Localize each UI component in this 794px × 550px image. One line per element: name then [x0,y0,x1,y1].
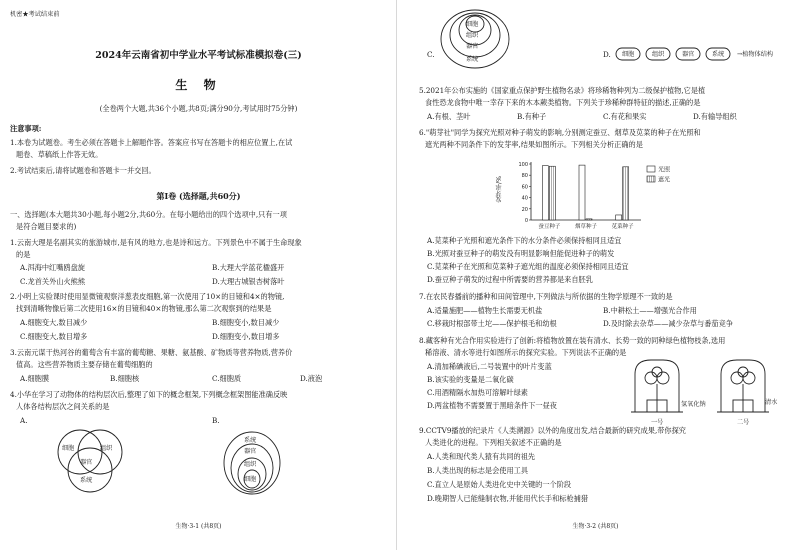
q6-option-d: D.蚕豆种子萌发的过程中所需要的营养都是来自胚乳 [427,275,593,284]
q8-option-b: B.该实验的变量是二氧化碳 [427,375,514,384]
legend-swatch-dark [647,176,655,182]
right-page [397,0,794,550]
subject-title: 生 物 [175,78,222,92]
ring-label-1: 细胞 [466,21,479,28]
q2-option-d: D.细胞变小,数目增多 [212,332,280,341]
ring-label-4: 系统 [466,56,479,63]
q5-option-b: B.有种子 [517,112,547,121]
q7-option-c: C.移栽时根部带土坨——保护根毛和幼根 [427,319,557,328]
footer-left: 生物·3-1 (共8页) [175,523,222,530]
q5-option-a: A.有根、茎叶 [427,112,471,121]
q9-option-a: A.人类和现代类人猿有共同的祖先 [427,452,536,461]
q8-stem-b: 稀溶液、清水等进行如图所示的探究实验。下列说法不正确的是 [425,348,627,357]
q9-option-d: D.晚期智人已能缝制衣物,并能用代长手和标枪捕猎 [427,494,589,503]
q3-stem-b: 值高。这些营养物质主要存储在葡萄细胞的 [16,360,153,369]
q6-stem-a: 6."萌芽社"同学为探究光照对种子萌发的影响,分别测定蚕豆、烟草及苋菜的种子在光照和 [419,128,701,137]
q8-stem-a: 8.藏客种有光合作用实验进行了创新:将植物放置在装有清水、长势一致的同种绿色植物枝条,选用 [419,336,726,345]
bar-light [542,166,548,220]
q1-option-a: A.洱海中红嘴鸥盘旋 [20,263,85,272]
bar-light [616,215,622,220]
footer-right: 生物·3-2 (共8页) [572,523,619,530]
q3-stem-a: 3.云南元谋干热河谷的葡萄含有丰富的葡萄糖、果糖、氨基酸、矿物质等营养物质,营养价 [10,348,293,357]
q6-stem-b: 遮光两种不同条件下的发芽率,结果如图所示。下列相关分析正确的是 [425,140,643,149]
chain-label-2: 组织 [652,51,665,58]
legend-swatch-light [647,166,655,172]
venn-a-label-3: 器官 [80,459,93,466]
chart-ylabel: 发芽率/% [496,176,503,203]
y-tick-label: 40 [521,195,528,202]
q2-stem-b: 找到清晰物像后第二次使用16×的目镜和40×的物镜,那么第二次观察到的结果是 [16,304,272,313]
bar-light [579,165,585,220]
q8-option-c: C.用酒精隔水加热可溶解叶绿素 [427,388,528,397]
q4-option-c: C. [427,50,435,59]
exp-note-1: 氢氧化钠 [681,401,706,408]
q9-stem-a: 9.CCTV9播放的纪录片《人类溯源》以外的角度出发,结合最新的研究成果,带你探究 [419,426,686,435]
q1-option-c: C.龙首关外山火熊熊 [20,277,86,286]
venn-b-label-1: 系统 [244,437,257,444]
x-tick-label: 苋菜种子 [611,224,634,230]
chain-label-4: 系统 [712,51,725,58]
q5-option-d: D.有输导组织 [693,112,737,121]
q3-option-a: A.细胞膜 [20,374,50,383]
q4-option-b: B. [212,416,220,425]
q3-option-c: C.细胞质 [212,374,242,383]
q6-option-c: C.苋菜种子在光照和苋菜种子遮光组的温度必须保持相同且适宜 [427,262,629,271]
venn-a-label-1: 细胞 [62,445,75,452]
q7-stem: 7.在农民春播前的播种和田间管理中,下列做法与所依据的生物学原理不一致的是 [419,292,673,301]
q9-stem-b: 人类进化的进程。下列相关叙述不正确的是 [425,438,562,447]
part1-heading: 第Ⅰ卷 (选择题,共60分) [156,191,241,201]
q8-option-a: A.清加稀碘液后,二号装置中的叶片变蓝 [427,362,552,371]
venn-b-label-2: 器官 [244,448,257,455]
notice-title: 注意事项: [10,124,42,133]
q2-stem-a: 2.小明上实验课时使用显微镜观察洋葱表皮细胞,第一次使用了10×的目镜和4×的物镜, [10,292,285,301]
x-tick-label: 烟草种子 [574,224,598,230]
chain-label-3: 器官 [682,51,695,58]
legend-label-light: 光照 [658,166,671,174]
venn-b-label-3: 组织 [244,461,257,468]
q2-option-b: B.细胞变小,数目减少 [212,318,280,327]
q3-option-d: D.液泡 [300,374,323,383]
bar-dark [623,167,629,220]
q5-option-c: C.有花和果实 [603,112,647,121]
q3-option-b: B.细胞核 [110,374,140,383]
exp-note-2: 清水 [765,399,778,406]
bar-dark [586,219,592,220]
chain-end: →植物体结构 [737,51,774,58]
y-tick-label: 80 [521,173,528,180]
ring-label-3: 器官 [466,43,479,50]
exam-info: (全卷两个大题,共36个小题,共8页;满分90分,考试用时75分钟) [99,104,298,113]
exam-title: 2024年云南省初中学业水平考试标准模拟卷(三) [95,50,302,61]
q7-option-d: D.及时除去杂草——减少杂草与番茄竞争 [603,319,733,328]
q8-option-d: D.两盆植物不需要置于黑暗条件下一昼夜 [427,401,557,410]
bar-dark [549,166,555,220]
exp-label-1: 一号 [651,419,664,426]
q1-option-b: B.大理大学蓝花楹盛开 [212,263,285,272]
header-note: 机密★考试结束前 [10,11,60,18]
q4-stem-b: 人体各结构层次之间关系的是 [16,402,110,411]
y-tick-label: 60 [521,184,528,191]
ring-label-2: 组织 [466,32,479,39]
q7-option-a: A.适量施肥——植物生长需要无机盐 [427,306,543,315]
venn-a-label-4: 系统 [80,477,93,484]
q9-option-c: C.直立人是原始人类进化史中关键的一个阶段 [427,480,572,489]
q5-stem-b: 食性恐龙食物中唯一幸存下来的木本蕨类植物。下列关于珍稀种群特征的描述,正确的是 [425,98,701,107]
x-tick-label: 蚕豆种子 [538,224,561,230]
q4-stem-a: 4.小华在学习了动物体的结构层次后,整理了如下的概念框架,下列概念框架图能准确反映 [10,390,288,399]
notice-2: 2.考试结束后,请将试题卷和答题卡一并交回。 [10,166,156,175]
legend-label-dark: 遮光 [658,176,671,184]
germination-bar-chart [507,156,707,232]
q4-option-d: D. [603,50,611,59]
q6-option-a: A.苋菜种子光照和遮光条件下的水分条件必须保持相同且适宜 [427,236,622,245]
y-tick-label: 0 [524,218,528,224]
q1-option-d: D.大理古城银杏树落叶 [212,277,285,286]
notice-1b: 题卷、草稿纸上作答无效。 [16,150,103,159]
q6-option-b: B.光照对蚕豆种子的萌发没有明显影响但能促进种子的萌发 [427,249,615,258]
venn-b-label-4: 细胞 [244,476,257,483]
venn-a-label-2: 组织 [100,445,113,452]
q9-option-b: B.人类出现的标志是会使用工具 [427,466,529,475]
notice-1a: 1.本卷为试题卷。考生必须在答题卡上解题作答。答案应书写在答题卡的相应位置上,在试 [10,138,293,147]
q2-option-c: C.细胞变大,数目增多 [20,332,88,341]
q2-option-a: A.细胞变大,数目减少 [20,318,88,327]
y-tick-label: 20 [521,206,528,213]
q1-stem-b: 的是 [16,250,31,259]
q4-option-a: A. [20,416,28,425]
section1-b: 是符合题目要求的) [16,222,77,231]
q1-stem-a: 1.云南大理是名副其实的旅游城市,是有风的地方,也是诗和远方。下列景色中不属于生命现象 [10,238,302,247]
exp-label-2: 二号 [737,419,750,426]
section1-a: 一、选择题(本大题共30小题,每小题2分,共60分。在每小题给出的四个选项中,只有一项 [10,210,287,219]
q5-stem-a: 5.2021年公布实施的《国家重点保护野生植物名录》将珍稀物种列为二级保护植物,它是植 [419,86,706,95]
chain-label-1: 细胞 [622,51,635,58]
y-tick-label: 100 [518,162,528,168]
q7-option-b: B.中耕松土——增强光合作用 [603,306,697,315]
